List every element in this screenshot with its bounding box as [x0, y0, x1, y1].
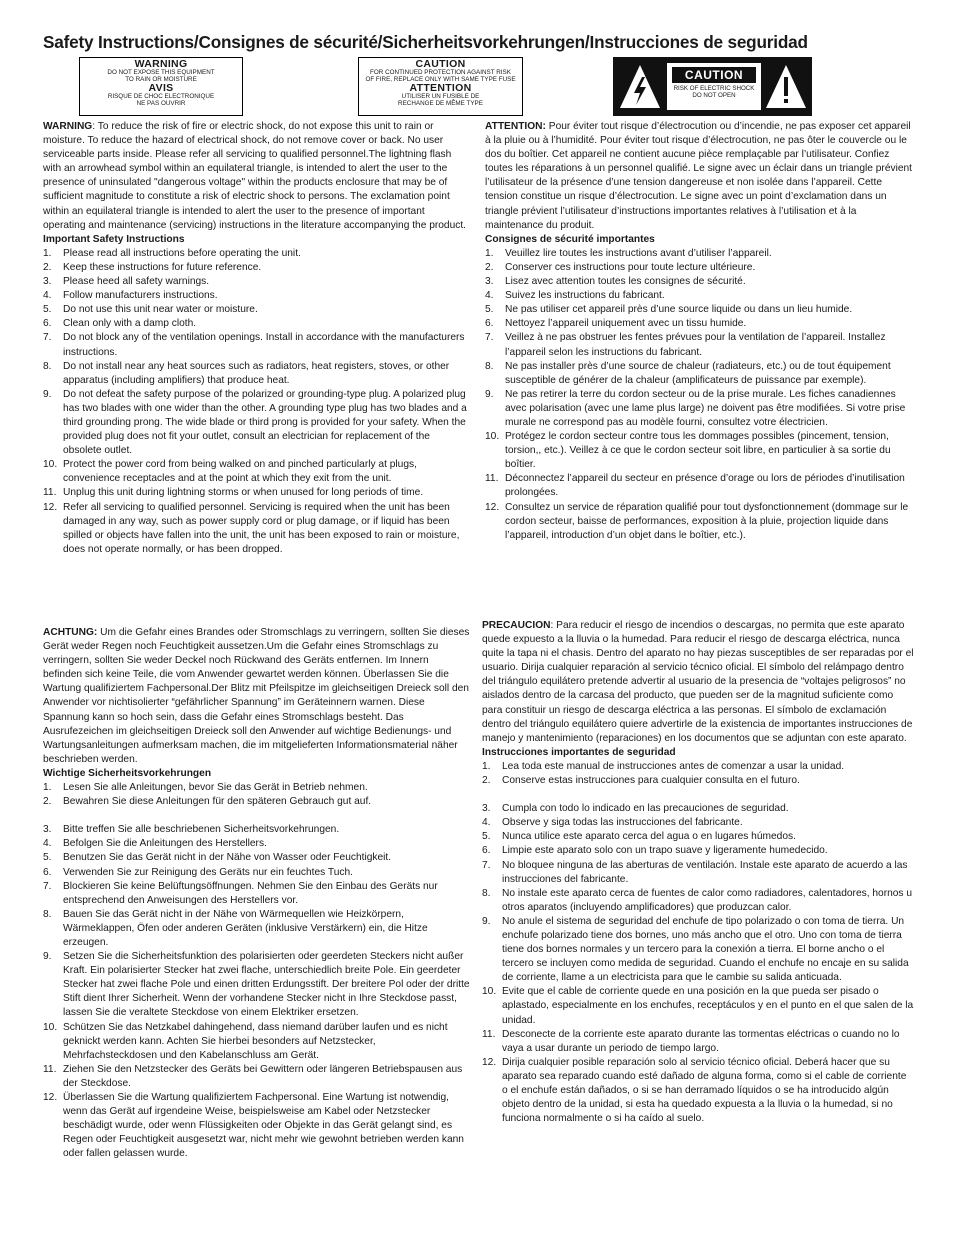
- list-item: [43, 261, 469, 275]
- item-text: Unplug this unit during lightning storms or when unused for long periods of time.: [63, 487, 424, 499]
- item-number: 9.: [43, 951, 52, 963]
- list-item: [485, 289, 913, 303]
- item-number: 6.: [43, 866, 52, 878]
- list-item: [482, 816, 914, 830]
- item-number: 5.: [43, 304, 52, 316]
- section-intro: [485, 120, 913, 233]
- item-number: 2.: [485, 261, 494, 273]
- item-text: Dirija cualquier posible reparación solo al servicio técnico oficial. Deberá hacer que su aparato sea reparado cuando esté dañado de alguna forma, como si el cable de corriente o el enchufe están dañados, o si se han derramado líquidos o se ha introducido algún objeto dentro de la unidad, si esta ha quedado expuesta a la lluvia o la humedad, si no funciona normalmente o si ha caído al suelo.: [502, 1056, 907, 1125]
- item-number: 4.: [485, 290, 494, 302]
- list-item: [482, 774, 914, 788]
- item-number: 11.: [43, 1063, 57, 1075]
- instruction-list: [43, 247, 469, 557]
- item-text: Protect the power cord from being walked on and pinched particularly at plugs, convenience receptacles and at the point at which they exit from the unit.: [63, 459, 417, 485]
- avis-label-title: AVIS: [148, 82, 174, 95]
- list-item: [43, 880, 470, 908]
- list-item: [43, 823, 470, 837]
- list-item: [482, 985, 914, 1027]
- item-text: No anule el sistema de seguridad del enchufe de tipo polarizado o con toma de tierra. Un enchufe polarizado tiene dos bornes, uno más ancho que el otro. Uno con toma de tierra tiene dos bornes normales y un tercero para la conexión a tierra. El borne ancho o el tercero se incluyen como medida de seguridad. Cuando el enchufe no encaje en su salida de corriente, llame a un electricista para que le cambie su salida anticuada.: [502, 915, 909, 984]
- intro-text: Pour éviter tout risque d’électrocution ou d’incendie, ne pas exposer cet appareil à la pluie ou à l’humidité. Pour éviter tout risque d’électrocution, ne pas ôter le couvercle ou le dos du boîtier. Cet appareil ne contient aucune pièce remplaçable par l’utilisateur. Confiez toutes les réparations à un personnel qualifié. Le signe avec un éclair dans un triangle prévient l’utilisateur de la présence d’une tension dangereuse et non isolée dans l’appareil. Cette tension constitue un risque d’électrocution. Le signe avec un point d’exclamation dans un triangle prévient l’utilisateur d’instructions importantes relatives à l’utilisation et à la maintenance du produit.: [485, 121, 913, 231]
- item-text: Do not block any of the ventilation openings. Install in accordance with the manufacturers instructions.: [63, 332, 465, 358]
- item-text: Déconnectez l’appareil du secteur en présence d’orage ou lors de périodes d’inutilisation prolongées.: [505, 473, 905, 499]
- item-number: 7.: [43, 332, 52, 344]
- list-item: [485, 275, 913, 289]
- item-text: Cumpla con todo lo indicado en las precauciones de seguridad.: [502, 803, 789, 815]
- item-number: 12.: [43, 1092, 58, 1103]
- item-text: Ne pas retirer la terre du cordon secteur ou de la prise murale. Les fiches canadiennes avec polarisation (avec une lame plus large) ne doivent pas être modifiées. Si votre prise murale ne correspond pas au modèle fourni, consultez votre électricien.: [505, 388, 906, 428]
- item-text: Do not defeat the safety purpose of the polarized or grounding-type plug. A polarized plug has two blades with one wider than the other. A grounding type plug has two blades and a third grounding prong. The wide blade or third prong is provided for your safety. When the provided plug does not fit your outlet, consult an electrician for replacement of the obsolete outlet.: [63, 388, 467, 457]
- item-number: 10.: [485, 431, 500, 443]
- item-text: Schützen Sie das Netzkabel dahingehend, dass niemand darüber laufen und es nicht geknickt werden kann. Achten Sie hierbei besonders auf Netzstecker, Mehrfachsteckdosen und den Kabelanschluss am Gerät.: [63, 1021, 448, 1061]
- list-item: [482, 802, 914, 816]
- item-text: Protégez le cordon secteur contre tous les dommages possibles (pincement, tension, torsion,, etc.). Veillez à ce que le cordon secteur soit libre, en particulier à sa sortie du boîtier.: [505, 431, 891, 471]
- item-number: 4.: [43, 290, 52, 302]
- attention-lead: ATTENTION:: [485, 121, 546, 132]
- item-number: 6.: [43, 318, 52, 330]
- section-subhead: Consignes de sécurité importantes: [485, 233, 655, 245]
- list-item: [482, 915, 914, 985]
- item-text: Verwenden Sie zur Reinigung des Geräts nur ein feuchtes Tuch.: [63, 866, 353, 878]
- item-number: 11.: [482, 1028, 496, 1040]
- item-number: 11.: [43, 487, 57, 499]
- list-item: [485, 261, 913, 275]
- intro-text: : To reduce the risk of fire or electric shock, do not expose this unit to rain or moisture. To reduce the hazard of electrical shock, do not remove cover or back. No user serviceable parts inside. Please refer all servicing to qualified personnel.The lightning flash with an arrowhead symbol within an equilateral triangle, is intended to alert the user to the presence of uninsulated "dangerous voltage" within the products enclosure that may be of sufficient magnitude to constitute a risk of electric shock to persons. The exclamation point within an equilateral triangle is intended to alert the user to the presence of important operating and maintenance (servicing) instructions in the literature accompanying the product.: [43, 121, 467, 231]
- item-number: 5.: [482, 831, 491, 843]
- list-item: [482, 1028, 914, 1056]
- item-text: No bloquee ninguna de las aberturas de ventilación. Instale este aparato de acuerdo a las instrucciones del fabricante.: [502, 859, 908, 885]
- item-number: 5.: [485, 304, 494, 316]
- item-number: 1.: [482, 760, 491, 772]
- item-text: Befolgen Sie die Anleitungen des Herstellers.: [63, 838, 267, 850]
- item-number: 3.: [43, 824, 52, 836]
- section-subhead: Instrucciones importantes de seguridad: [482, 746, 676, 758]
- item-text: Keep these instructions for future reference.: [63, 261, 262, 273]
- section-english: [43, 120, 469, 557]
- item-number: 12.: [43, 501, 58, 513]
- section-french: [485, 120, 913, 543]
- item-text: Blockieren Sie keine Belüftungsöffnungen. Nehmen Sie den Einbau des Geräts nur entsprechend den Anweisungen des Herstellers vor.: [63, 880, 438, 906]
- item-text: Conserver ces instructions pour toute lecture ultérieure.: [505, 261, 756, 273]
- item-text: Ziehen Sie den Netzstecker des Geräts bei Gewittern oder längeren Betriebspausen aus der Steckdose.: [63, 1063, 463, 1089]
- item-text: Suivez les instructions du fabricant.: [505, 290, 665, 302]
- list-item: [482, 760, 914, 774]
- list-item: [43, 950, 470, 1020]
- item-text: Bitte treffen Sie alle beschriebenen Sicherheitsvorkehrungen.: [63, 824, 340, 836]
- item-text: Lea toda este manual de instrucciones antes de comenzar a usar la unidad.: [502, 760, 845, 772]
- caution-fuse-label: [358, 57, 523, 116]
- list-item: [485, 317, 913, 331]
- item-text: Refer all servicing to qualified personnel. Servicing is required when the unit has been damaged in any way, such as power supply cord or plug damage, or if liquid has been spilled or objects have fallen into the unit, the unit has been exposed to rain or moisture, does not operate normally, or has been dropped.: [63, 501, 460, 555]
- precaucion-lead: PRECAUCION: [482, 620, 551, 631]
- item-text: Do not use this unit near water or moisture.: [63, 304, 258, 316]
- instruction-list: [485, 247, 913, 543]
- list-item: [482, 830, 914, 844]
- list-item: [485, 303, 913, 317]
- item-number: 8.: [485, 360, 494, 372]
- item-text: Bewahren Sie diese Anleitungen für den späteren Gebrauch gut auf.: [63, 796, 372, 808]
- item-text: Veillez à ne pas obstruer les fentes prévues pour la ventilation de l’appareil. Installez l’appareil selon les instructions du fabricant.: [505, 332, 886, 358]
- avis-label-text: RISQUE DE CHOC ELECTRONIQUE NE PAS OUVRIR: [107, 93, 215, 107]
- item-text: Evite que el cable de corriente quede en una posición en la que pueda ser pisado o aplastado, especialmente en los enchufes, receptáculos y en el punto en el que salen de la unidad.: [502, 986, 914, 1026]
- item-number: 2.: [43, 261, 52, 273]
- list-item: [43, 360, 469, 388]
- item-text: Ne pas installer près d’une source de chaleur (radiateurs, etc.) ou de tout équipement susceptible de générer de la chaleur (amplificateurs de puissance par exemple).: [505, 360, 891, 386]
- item-text: Please read all instructions before operating the unit.: [63, 247, 301, 259]
- item-number: 8.: [43, 360, 52, 372]
- item-text: Clean only with a damp cloth.: [63, 318, 197, 330]
- list-item: [43, 458, 469, 486]
- list-item: [482, 859, 914, 887]
- list-item: [43, 331, 469, 359]
- list-item: [485, 430, 913, 472]
- lightning-triangle-icon: [618, 63, 662, 110]
- section-subhead: Wichtige Sicherheitsvorkehrungen: [43, 767, 212, 779]
- item-number: 11.: [485, 473, 499, 485]
- list-item: [43, 795, 470, 809]
- list-item: [43, 275, 469, 289]
- section-spanish: [482, 619, 914, 1126]
- warning-label-text: DO NOT EXPOSE THIS EQUIPMENT TO RAIN OR MOISTURE: [107, 69, 215, 83]
- list-item: [485, 501, 913, 543]
- section-intro: [43, 120, 469, 233]
- item-number: 9.: [43, 388, 52, 400]
- item-text: Do not install near any heat sources such as radiators, heat registers, stoves, or other apparatus (including amplifiers) that produce heat.: [63, 360, 450, 386]
- section-intro: [43, 626, 470, 767]
- item-text: Nunca utilice este aparato cerca del agua o en lugares húmedos.: [502, 831, 796, 843]
- item-number: 7.: [485, 332, 494, 344]
- instruction-list: [482, 760, 914, 1126]
- exclamation-triangle-icon: [764, 63, 808, 110]
- item-number: 2.: [482, 775, 491, 787]
- electric-shock-caution-graphic: [613, 57, 812, 116]
- instruction-list: [43, 781, 470, 1161]
- item-text: Please heed all safety warnings.: [63, 276, 210, 288]
- item-number: 6.: [485, 318, 494, 330]
- item-text: Consultez un service de réparation qualifié pour tout dysfonctionnement (dommage sur le cordon secteur, baisse de performances, exposition à la pluie, projection liquide dans l’appareil, introduction d’un objet dans le boîtier, etc.).: [505, 501, 909, 541]
- item-number: 7.: [482, 859, 491, 871]
- list-item: [485, 247, 913, 261]
- list-item: [43, 486, 469, 500]
- item-text: Observe y siga todas las instrucciones del fabricante.: [502, 817, 743, 829]
- item-number: 8.: [43, 908, 52, 920]
- intro-text: Um die Gefahr eines Brandes oder Stromschlags zu verringern, sollten Sie dieses Gerät weder Regen noch Feuchtigkeit aussetzen.Um die Gefahr eines Stromschlags zu verringern, sollten Sie weder Deckel noch Rückwand des Geräts entfernen. Im Innern befinden sich keine Teile, die vom Anwender gewartet werden können. Überlassen Sie die Wartung qualifiziertem Fachpersonal.Der Blitz mit Pfeilspitze im gleichseitigen Dreieck soll den Anwender vor nichtisolierter “gefährlicher Spannung” im Geräteinnern warnen. Diese Spannung kann so hoch sein, dass die Gefahr eines Stromschlags besteht. Das Ausrufezeichen im gleichseitigen Dreieck soll den Anwender auf wichtige Bedienungs- und Wartungsanleitungen aufmerksam machen, die im mitgelieferten Informationsmaterial näher beschrieben werden.: [43, 627, 470, 765]
- warning-label-title: WARNING: [134, 58, 188, 70]
- list-item: [482, 1056, 914, 1126]
- item-number: 2.: [43, 796, 52, 808]
- item-text: Follow manufacturers instructions.: [63, 290, 218, 302]
- item-number: 1.: [43, 247, 52, 259]
- list-item: [43, 1091, 470, 1161]
- item-number: 6.: [482, 845, 491, 857]
- item-text: No instale este aparato cerca de fuentes de calor como radiadores, calentadores, hornos u otros aparatos (incluyendo amplificadores) que produzcan calor.: [502, 887, 913, 913]
- item-text: Lesen Sie alle Anleitungen, bevor Sie das Gerät in Betrieb nehmen.: [63, 782, 368, 794]
- list-item: [485, 472, 913, 500]
- intro-text: : Para reducir el riesgo de incendios o descargas, no permita que este aparato quede expuesto a la lluvia o la humedad. Para reducir el riesgo de descarga eléctrica, nunca quite la tapa ni el chasis. Dentro del aparato no hay piezas susceptibles de ser reparadas por el usuario. Dirija cualquier reparación al servicio técnico oficial. El símbolo del relámpago dentro del triángulo equilátero pretende advertir al usuario de la presencia de “voltajes peligrosos” no aislados dentro de la carcasa del producto, que pueden ser de la magnitud suficiente como para constituir un riesgo de descarga eléctrica a las personas. El símbolo de exclamación dentro del triángulo equilátero quiere advertirle de la existencia de importantes instrucciones de manejo y mantenimiento (reparaciones) en los documentos que se adjuntan con este aparato.: [482, 620, 914, 744]
- item-text: Veuillez lire toutes les instructions avant d’utiliser l’appareil.: [505, 247, 772, 259]
- list-item: [43, 303, 469, 317]
- item-number: 4.: [482, 817, 491, 829]
- section-german: [43, 626, 470, 1161]
- item-number: 3.: [43, 276, 52, 288]
- warning-lead: WARNING: [43, 121, 93, 132]
- item-number: 1.: [43, 782, 52, 794]
- item-text: Lisez avec attention toutes les consignes de sécurité.: [505, 276, 746, 288]
- list-item: [43, 317, 469, 331]
- item-number: 7.: [43, 880, 52, 892]
- item-number: 10.: [43, 459, 58, 471]
- caution-label-text: FOR CONTINUED PROTECTION AGAINST RISK OF FIRE, REPLACE ONLY WITH SAME TYPE FUSE: [365, 69, 516, 83]
- list-item: [43, 501, 469, 557]
- item-number: 3.: [485, 276, 494, 288]
- list-item: [43, 851, 470, 865]
- item-number: 9.: [482, 915, 491, 927]
- list-item: [43, 1063, 470, 1091]
- section-intro: [482, 619, 914, 746]
- section-subhead: Important Safety Instructions: [43, 233, 185, 245]
- item-number: 10.: [43, 1021, 58, 1033]
- list-item: [43, 837, 470, 851]
- item-text: Desconecte de la corriente este aparato durante las tormentas eléctricas o cuando no lo vaya a usar durante un periodo de tiempo largo.: [502, 1028, 900, 1054]
- list-item: [43, 908, 470, 950]
- caution-graphic-title: CAUTION: [672, 67, 756, 83]
- warning-label: [79, 57, 243, 116]
- list-item: [43, 247, 469, 261]
- item-text: Benutzen Sie das Gerät nicht in der Nähe von Wasser oder Feuchtigkeit.: [63, 852, 392, 864]
- caution-label-title: CAUTION: [415, 58, 466, 70]
- list-item: [43, 866, 470, 880]
- list-item: [43, 388, 469, 458]
- item-number: 12.: [485, 501, 500, 513]
- item-text: Conserve estas instrucciones para cualquier consulta en el futuro.: [502, 775, 800, 787]
- caution-graphic-panel: [667, 63, 761, 110]
- list-item: [43, 1021, 470, 1063]
- item-number: 12.: [482, 1056, 497, 1068]
- list-item: [485, 388, 913, 430]
- item-text: Limpie este aparato solo con un trapo suave y ligeramente humedecido.: [502, 845, 828, 857]
- item-number: 1.: [485, 247, 494, 259]
- item-number: 9.: [485, 388, 494, 400]
- item-number: 3.: [482, 803, 491, 815]
- item-number: 4.: [43, 838, 52, 850]
- list-item: [485, 360, 913, 388]
- list-item: [43, 289, 469, 303]
- item-text: Überlassen Sie die Wartung qualifiziertem Fachpersonal. Eine Wartung ist notwendig, wenn das Gerät auf irgendeine Weise, beispielsweise am Kabel oder Netzstecker beschädigt wurde, oder wenn Flüssigkeiten oder Objekte in das Gerät gelangt sind, es Regen oder Feuchtigkeit ausgesetzt war, nicht mehr wie gewohnt betrieben werden kann oder fallen gelassen wurde.: [63, 1092, 464, 1160]
- item-text: Ne pas utiliser cet appareil près d’une source liquide ou dans un lieu humide.: [505, 304, 853, 316]
- item-text: Nettoyez l’appareil uniquement avec un tissu humide.: [505, 318, 747, 330]
- item-number: 10.: [482, 986, 497, 998]
- list-item: [485, 331, 913, 359]
- list-item: [482, 844, 914, 858]
- caution-graphic-text: RISK OF ELECTRIC SHOCK DO NOT OPEN: [673, 85, 755, 100]
- item-text: Bauen Sie das Gerät nicht in der Nähe von Wärmequellen wie Heizkörpern, Wärmeklappen, Öfen oder anderen Geräten (inklusive Verstärkern) ein, die Hitze erzeugen.: [63, 908, 428, 948]
- attention-label-title: ATTENTION: [409, 82, 472, 95]
- list-item: [43, 781, 470, 795]
- achtung-lead: ACHTUNG:: [43, 627, 98, 638]
- attention-label-text: UTILISER UN FUSIBLE DE RECHANGE DE MÊME TYPE: [398, 93, 483, 107]
- item-number: 8.: [482, 887, 491, 899]
- item-number: 5.: [43, 852, 52, 864]
- item-text: Setzen Sie die Sicherheitsfunktion des polarisierten oder geerdeten Steckers nicht außer Kraft. Ein polarisierter Stecker hat zwei flache, unterschiedlich breite Pole. Ein geerdeter Stecker hat zwei flache Pole und einen dritten Erdungsstift. Der breitere Pol oder der dritte Stift dient Ihrer Sicherheit. Wenn der vorhandene Stecker nicht in Ihre Steckdose passt, lassen Sie die veraltete Steckdose von einem Elektriker ersetzen.: [63, 951, 470, 1019]
- page-title: Safety Instructions/Consignes de sécurité/Sicherheitsvorkehrungen/Instrucciones de seguridad: [43, 32, 808, 52]
- list-item: [482, 887, 914, 915]
